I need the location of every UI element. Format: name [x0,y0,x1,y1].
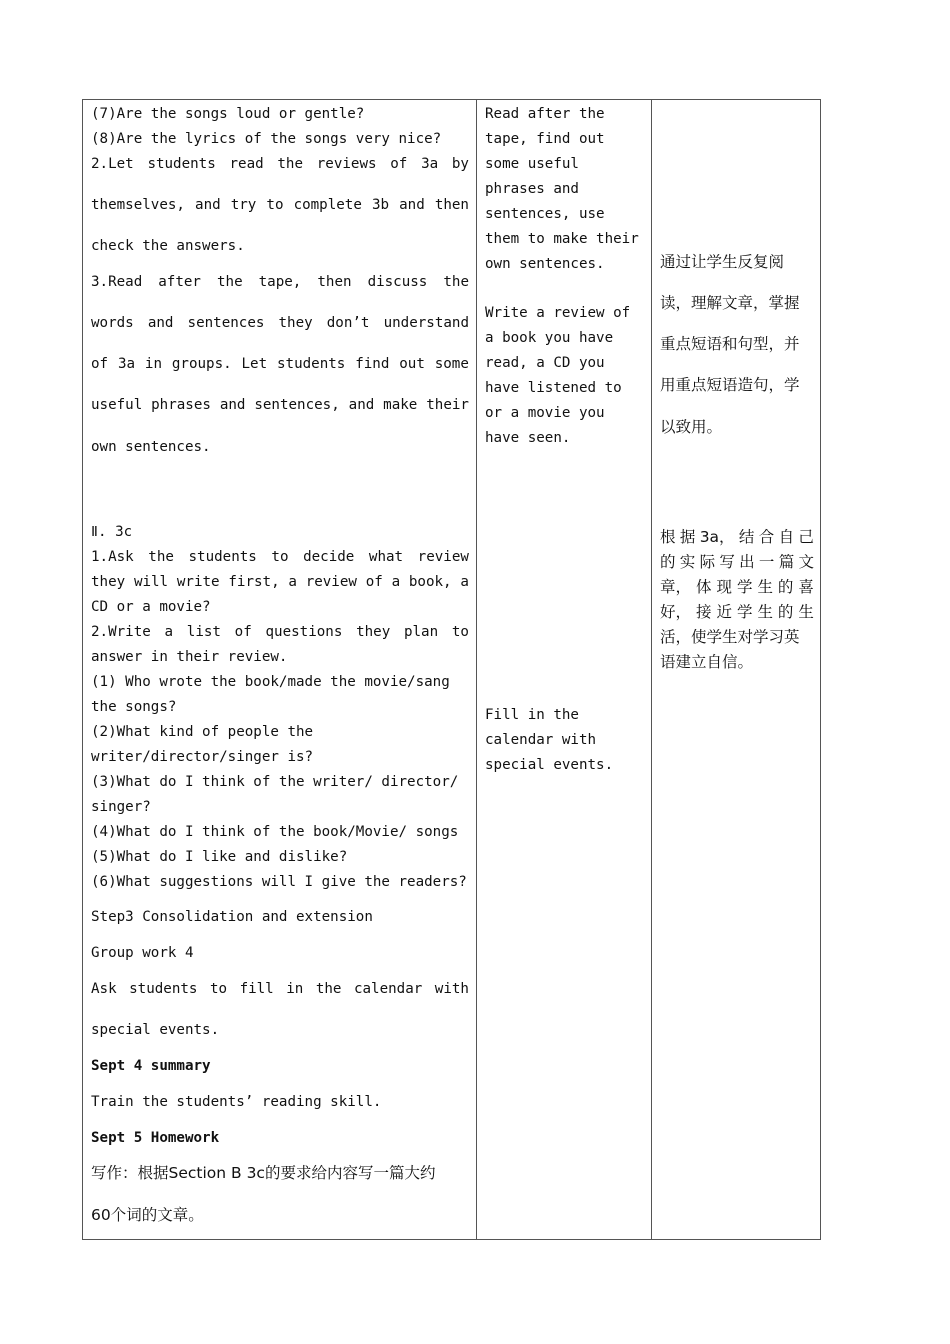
activity-1-line: tape, find out [485,131,605,147]
word: write [176,574,220,590]
word: students [147,156,216,172]
word: 近 [716,603,732,621]
word: 自 [778,528,795,546]
section-2-item-2-line-2: answer in their review. [91,649,288,665]
word: and [147,315,174,331]
word: 实 [679,553,696,571]
word: they [356,624,391,640]
group-work-label: Group work 4 [91,945,194,961]
column-divider [476,100,477,1239]
word: out [399,356,425,372]
word: list [186,624,221,640]
activity-1-line: sentences, use [485,206,605,222]
word: 3a [117,356,136,372]
word: the [148,549,174,565]
intent-2-line: 语建立自信。 [660,653,754,671]
word: of [91,356,109,372]
word: groups. [171,356,232,372]
word: review [417,549,469,565]
activity-3-line: calendar with [485,732,597,748]
word: then [434,197,469,213]
intent-1-line: 读，理解文章，掌握 [660,294,800,312]
word: will [133,574,169,590]
activity-2-line: have seen. [485,430,571,446]
word: 2.Let [91,156,134,172]
word: words [91,315,134,331]
prompt-4: (4)What do I think of the book/Movie/ songs [91,824,459,840]
prompt-2-line-1: (2)What kind of people the [91,724,314,740]
word: Ask [91,981,117,997]
word: reviews [316,156,377,172]
word: of [390,156,408,172]
step-3-line-1 [91,273,469,291]
word: to [209,981,228,997]
word: then [317,274,352,290]
intent-1-line: 重点短语和句型，并 [660,335,800,353]
lesson-plan-table [82,99,821,1240]
word: their [426,397,469,413]
word: decide [303,549,355,565]
word: students [188,549,257,565]
question-8: (8)Are the lyrics of the songs very nice? [91,131,442,147]
word: with [434,981,469,997]
word: make [383,397,418,413]
word: the [315,981,342,997]
word: of [365,574,383,590]
intent-2-line [660,603,814,621]
word: 生 [757,578,773,596]
word: and [219,397,246,413]
word: find [355,356,390,372]
word: 际 [699,553,716,571]
word: 3a [421,156,439,172]
word: 写 [719,553,735,571]
word: discuss [367,274,428,290]
activity-2-line: read, a CD you [485,355,605,371]
step-3-line-2 [91,314,469,332]
prompt-5: (5)What do I like and dislike? [91,849,348,865]
intent-2-line [660,528,814,546]
word: 据 [679,528,696,546]
word: to [271,549,289,565]
homework-line-2: 60个词的文章。 [91,1206,204,1224]
word: 2.Write [91,624,151,640]
activity-1-line: Read after the [485,106,605,122]
step-3-line-5: own sentences. [91,439,211,455]
word: 合 [758,528,775,546]
prompt-6: (6)What suggestions will I give the readers? [91,874,467,890]
word: they [91,574,126,590]
word: tape, [258,274,302,290]
word: 生 [757,603,773,621]
prompt-3-line-2: singer? [91,799,151,815]
word: calendar [353,981,423,997]
word: after [158,274,201,290]
intent-1-line: 以致用。 [660,418,723,436]
word: 生 [798,603,814,621]
activity-2-line: or a movie you [485,405,605,421]
activity-3-line: special events. [485,757,614,773]
word: 接 [695,603,712,621]
word: 篇 [778,553,795,571]
word: 结 [738,528,755,546]
homework-line-1: 写作：根据Section B 3c的要求给内容写一篇大约 [91,1164,436,1182]
intent-1-line: 用重点短语造句，学 [660,376,800,394]
word: some [434,356,469,372]
word: and [399,197,425,213]
activity-3-line: Fill in the [485,707,579,723]
intent-2-line: 活，使学生对学习英 [660,628,800,646]
group-work-line-2: special events. [91,1022,220,1038]
word: the [443,274,469,290]
prompt-1-line-2: the songs? [91,699,177,715]
word: complete [293,197,362,213]
word: questions [265,624,343,640]
word: book, [408,574,452,590]
step-2-line-2 [91,196,469,214]
word: a [288,574,297,590]
word: themselves, [91,197,185,213]
word: to [451,624,469,640]
activity-1-line: some useful [485,156,579,172]
word: 己 [798,528,814,546]
word: 喜 [798,578,814,596]
activity-2-line: a book you have [485,330,614,346]
word: students [277,356,346,372]
word: sentences [187,315,265,331]
step-3-line-3 [91,355,469,373]
word: 体 [695,578,712,596]
word: Let [241,356,268,372]
step-3-line-4 [91,396,469,414]
word: the [277,156,304,172]
word: phrases [151,397,211,413]
prompt-3-line-1: (3)What do I think of the writer/ director/ [91,774,459,790]
word: a [460,574,469,590]
word: 学 [736,578,753,596]
activity-2-line: have listened to [485,380,622,396]
word: review [305,574,357,590]
word: plan [403,624,439,640]
summary-heading: Sept 4 summary [91,1058,211,1074]
prompt-2-line-2: writer/director/singer is? [91,749,314,765]
section-2-item-1-line-3: CD or a movie? [91,599,211,615]
word: 章， [660,578,692,596]
word: 好， [660,603,692,621]
intent-1-line: 通过让学生反复阅 [660,253,785,271]
summary-text: Train the students’ reading skill. [91,1094,382,1110]
word: what [368,549,404,565]
activity-1-line: phrases and [485,181,579,197]
word: 学 [736,603,753,621]
group-work-line-1 [91,980,469,998]
intent-2-line [660,553,814,571]
word: useful [91,397,143,413]
word: first, [228,574,280,590]
homework-heading: Sept 5 Homework [91,1130,220,1146]
step-2-line-3: check the answers. [91,238,245,254]
word: in [286,981,304,997]
word: students [129,981,198,997]
word: 3.Read [91,274,143,290]
intent-2-line [660,578,814,596]
word: the [217,274,243,290]
word: read [229,156,264,172]
word: and [195,197,221,213]
word: try [230,197,257,213]
word: sentences, [254,397,340,413]
word: of [234,624,252,640]
word: 3a， [699,528,735,546]
word: 的 [660,553,676,571]
column-divider [651,100,652,1239]
question-7: (7)Are the songs loud or gentle? [91,106,365,122]
activity-1-line: them to make their [485,231,639,247]
word: in [144,356,162,372]
word: fill [239,981,274,997]
section-2-item-1-line-2 [91,573,469,591]
word: understand [383,315,469,331]
word: they [278,315,313,331]
word: 的 [777,578,794,596]
activity-1-line: own sentences. [485,256,605,272]
step-3-heading: Step3 Consolidation and extension [91,909,373,925]
section-2-item-1-line-1 [91,548,469,566]
word: 1.Ask [91,549,134,565]
word: 出 [739,553,755,571]
word: don’t [326,315,370,331]
word: 一 [758,553,775,571]
word: 的 [777,603,794,621]
word: by [451,156,469,172]
word: 文 [798,553,814,571]
word: 现 [716,578,732,596]
step-2-line-1 [91,155,469,173]
activity-2-line: Write a review of [485,305,631,321]
word: and [348,397,375,413]
prompt-1-line-1: (1) Who wrote the book/made the movie/sang [91,674,450,690]
word: to [266,197,284,213]
section-2-heading: Ⅱ. 3c [91,524,133,540]
word: a [391,574,401,590]
word: 根 [660,528,676,546]
word: a [164,624,174,640]
word: 3b [371,197,390,213]
section-2-item-2-line-1 [91,623,469,641]
